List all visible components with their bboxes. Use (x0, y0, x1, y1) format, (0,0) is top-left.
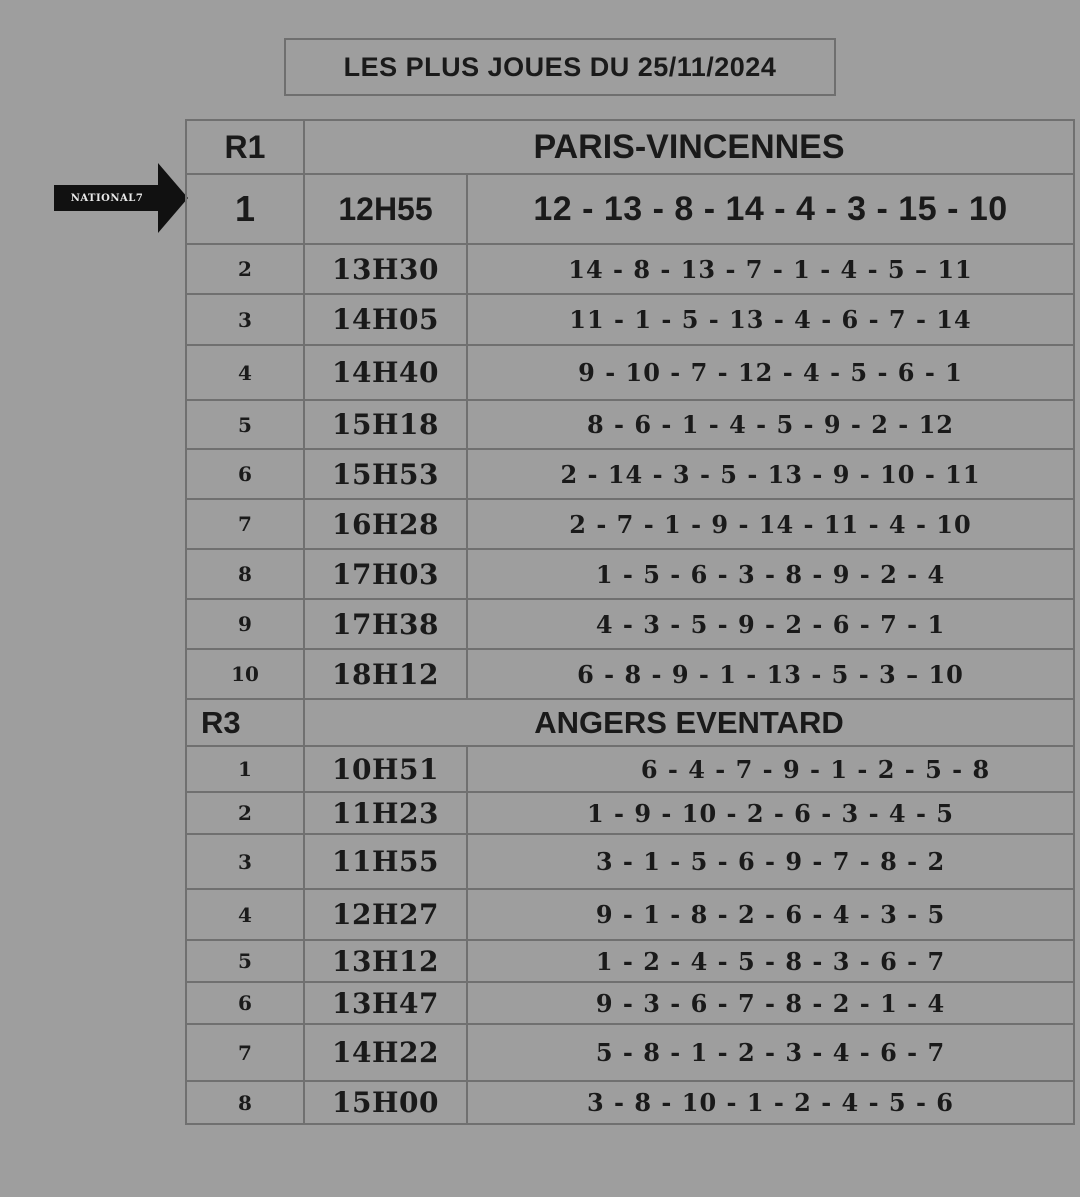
section-code: R1 (186, 120, 304, 174)
race-combination: 1 - 9 - 10 - 2 - 6 - 3 - 4 - 5 (467, 792, 1074, 834)
race-combination: 2 - 7 - 1 - 9 - 14 - 11 - 4 - 10 (467, 499, 1074, 549)
race-number: 7 (186, 1024, 304, 1081)
race-combination: 5 - 8 - 1 - 2 - 3 - 4 - 6 - 7 (467, 1024, 1074, 1081)
race-number: 4 (186, 345, 304, 400)
race-combination: 9 - 10 - 7 - 12 - 4 - 5 - 6 - 1 (467, 345, 1074, 400)
race-time: 12H27 (304, 889, 467, 940)
table-row (186, 549, 1074, 599)
race-combination: 3 - 1 - 5 - 6 - 9 - 7 - 8 - 2 (467, 834, 1074, 889)
race-number: 1 (186, 746, 304, 792)
race-number: 5 (186, 940, 304, 982)
table-row (186, 345, 1074, 400)
table-row (186, 1081, 1074, 1124)
section-header-r3 (186, 699, 1074, 746)
race-number: 3 (186, 294, 304, 345)
race-combination: 9 - 1 - 8 - 2 - 6 - 4 - 3 - 5 (467, 889, 1074, 940)
race-time: 13H30 (304, 244, 467, 294)
race-number: 6 (186, 449, 304, 499)
race-combination: 12 - 13 - 8 - 14 - 4 - 3 - 15 - 10 (467, 174, 1074, 244)
race-combination: 9 - 3 - 6 - 7 - 8 - 2 - 1 - 4 (467, 982, 1074, 1024)
race-time: 14H22 (304, 1024, 467, 1081)
race-time: 13H12 (304, 940, 467, 982)
race-combination: 6 - 4 - 7 - 9 - 1 - 2 - 5 - 8 (467, 746, 1074, 792)
race-combination: 1 - 2 - 4 - 5 - 8 - 3 - 6 - 7 (467, 940, 1074, 982)
race-time: 12H55 (304, 174, 467, 244)
race-number: 7 (186, 499, 304, 549)
race-time: 16H28 (304, 499, 467, 549)
table-row (186, 499, 1074, 549)
section-venue: ANGERS EVENTARD (304, 699, 1074, 746)
race-combination: 11 - 1 - 5 - 13 - 4 - 6 - 7 - 14 (467, 294, 1074, 345)
table-row (186, 400, 1074, 449)
arrow-label: NATIONAL7 (54, 185, 160, 211)
race-combination: 6 - 8 - 9 - 1 - 13 - 5 - 3 – 10 (467, 649, 1074, 699)
page-title: LES PLUS JOUES DU 25/11/2024 (284, 38, 836, 96)
table-row (186, 449, 1074, 499)
race-time: 17H03 (304, 549, 467, 599)
arrow-marker (54, 163, 188, 233)
race-combination: 3 - 8 - 10 - 1 - 2 - 4 - 5 - 6 (467, 1081, 1074, 1124)
race-time: 10H51 (304, 746, 467, 792)
race-time: 15H53 (304, 449, 467, 499)
table-row (186, 889, 1074, 940)
race-time: 14H40 (304, 345, 467, 400)
race-number: 8 (186, 549, 304, 599)
table-row (186, 940, 1074, 982)
race-combination: 4 - 3 - 5 - 9 - 2 - 6 - 7 - 1 (467, 599, 1074, 649)
race-combination: 2 - 14 - 3 - 5 - 13 - 9 - 10 - 11 (467, 449, 1074, 499)
races-table (185, 119, 1075, 1125)
race-time: 13H47 (304, 982, 467, 1024)
table-row (186, 599, 1074, 649)
table-row (186, 649, 1074, 699)
race-number: 6 (186, 982, 304, 1024)
race-time: 11H23 (304, 792, 467, 834)
race-combination: 14 - 8 - 13 - 7 - 1 - 4 - 5 – 11 (467, 244, 1074, 294)
race-time: 17H38 (304, 599, 467, 649)
table-row (186, 1024, 1074, 1081)
race-time: 15H18 (304, 400, 467, 449)
table-row (186, 244, 1074, 294)
race-time: 14H05 (304, 294, 467, 345)
race-combination: 1 - 5 - 6 - 3 - 8 - 9 - 2 - 4 (467, 549, 1074, 599)
race-number: 5 (186, 400, 304, 449)
race-number: 2 (186, 792, 304, 834)
race-number: 2 (186, 244, 304, 294)
race-time: 15H00 (304, 1081, 467, 1124)
table-row (186, 982, 1074, 1024)
race-time: 18H12 (304, 649, 467, 699)
section-code: R3 (186, 699, 304, 746)
race-number: 4 (186, 889, 304, 940)
race-time: 11H55 (304, 834, 467, 889)
race-number: 3 (186, 834, 304, 889)
table-row (186, 792, 1074, 834)
race-number: 8 (186, 1081, 304, 1124)
race-combination: 8 - 6 - 1 - 4 - 5 - 9 - 2 - 12 (467, 400, 1074, 449)
section-header-r1 (186, 120, 1074, 174)
table-row (186, 294, 1074, 345)
table-row (186, 834, 1074, 889)
table-row (186, 174, 1074, 244)
arrow-right-icon (158, 163, 188, 233)
section-venue: PARIS-VINCENNES (304, 120, 1074, 174)
table-row (186, 746, 1074, 792)
race-number: 1 (186, 174, 304, 244)
race-number: 10 (186, 649, 304, 699)
race-number: 9 (186, 599, 304, 649)
